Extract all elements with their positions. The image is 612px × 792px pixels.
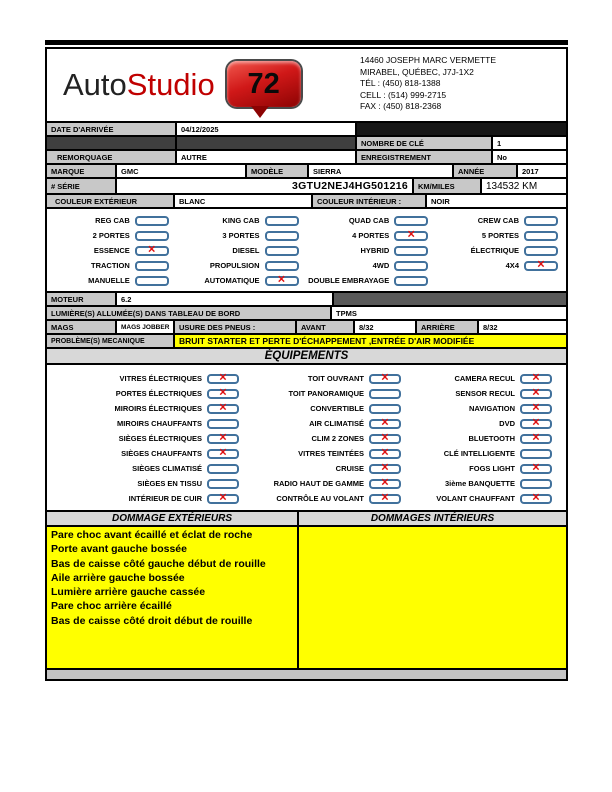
equipment-item-label: CRUISE [335, 464, 364, 473]
equipment-item-checkbox [369, 464, 401, 474]
mags-value: MAGS JOBBER [117, 321, 173, 333]
equipment-section [45, 363, 568, 512]
equipment-item-label: INTÉRIEUR DE CUIR [128, 494, 202, 503]
mags-label: MAGS [47, 321, 115, 333]
cab-option [307, 258, 437, 273]
header [45, 47, 568, 123]
cab-option [177, 258, 307, 273]
equipment-item [247, 476, 415, 491]
equipment-item [247, 446, 415, 461]
equipment-title: ÉQUIPEMENTS [47, 349, 566, 363]
equipment-item-checkbox [207, 389, 239, 399]
cab-option [307, 213, 437, 228]
cab-option [307, 273, 437, 288]
equipment-item [415, 491, 566, 506]
equipment-item-checkbox [520, 494, 552, 504]
equipment-item [247, 491, 415, 506]
year-value: 2017 [518, 165, 566, 177]
equipment-item-checkbox [207, 404, 239, 414]
equipment-item-label: FOGS LIGHT [469, 464, 515, 473]
cab-option-checkbox [394, 216, 428, 226]
cab-option-checkbox [524, 216, 558, 226]
equipment-item [415, 461, 566, 476]
equipment-item [47, 386, 247, 401]
equipment-item [415, 371, 566, 386]
equipment-item-checkbox [520, 389, 552, 399]
equipment-item-label: SENSOR RECUL [455, 389, 515, 398]
equipment-item [415, 431, 566, 446]
cab-option [177, 243, 307, 258]
equipment-item [415, 446, 566, 461]
equipment-item-checkbox [369, 494, 401, 504]
year-label: ANNÉE [454, 165, 516, 177]
equipment-item-checkbox [207, 464, 239, 474]
equipment-item [47, 431, 247, 446]
make-value: GMC [117, 165, 245, 177]
cab-option-checkbox [394, 276, 428, 286]
interior-color-label: COULEUR INTÉRIEUR : [313, 195, 425, 207]
cab-option [436, 243, 566, 258]
cab-option-label: HYBRID [360, 246, 390, 255]
equipment-item-label: TOIT PANORAMIQUE [288, 389, 364, 398]
dash-lights-row [45, 305, 568, 321]
address-line: 14460 JOSEPH MARC VERMETTE [360, 55, 497, 65]
cab-option [436, 273, 566, 288]
exterior-damage-line: Lumière arrière gauche cassée [51, 586, 206, 599]
equipment-item-checkbox [207, 479, 239, 489]
exterior-damage-list [47, 527, 297, 668]
equipment-item-label: NAVIGATION [469, 404, 515, 413]
km-value: 134532 KM [482, 179, 566, 193]
equipment-item [47, 371, 247, 386]
mechanical-problems-value: BRUIT STARTER ET PERTE D'ÉCHAPPEMENT ,ENTRÉE D'AIR MODIFIÉE [175, 335, 566, 347]
address-line: FAX : (450) 818-2368 [360, 101, 442, 112]
equipment-item-label: SIÈGES CHAUFFANTS [121, 449, 202, 458]
equipment-item-checkbox [369, 374, 401, 384]
equipment-item-label: PORTES ÉLECTRIQUES [115, 389, 202, 398]
cab-option [307, 243, 437, 258]
damage-header-row [45, 510, 568, 527]
equipment-item-label: MIROIRS ÉLECTRIQUES [114, 404, 202, 413]
equipment-item-label: SIÈGES ÉLECTRIQUES [118, 434, 202, 443]
cab-option-label: REG CAB [95, 216, 130, 225]
towing-label: REMORQUAGE [47, 151, 175, 163]
equipment-column-3 [415, 371, 566, 506]
color-row [45, 193, 568, 209]
dash-lights-value: TPMS [332, 307, 566, 319]
cab-option-label: 4 PORTES [352, 231, 390, 240]
equipment-item [47, 461, 247, 476]
cab-option-checkbox [265, 246, 299, 256]
bottom-gray-strip [45, 668, 568, 681]
cab-option-checkbox [524, 261, 558, 271]
cab-option-label: 3 PORTES [222, 231, 260, 240]
cab-option-checkbox [265, 216, 299, 226]
equipment-item-label: CLÉ INTELLIGENTE [443, 449, 515, 458]
interior-color-value: NOIR [427, 195, 566, 207]
towing-value: AUTRE [177, 151, 355, 163]
equipment-item [247, 416, 415, 431]
cab-option [47, 273, 177, 288]
equipment-item [415, 401, 566, 416]
equipment-item-checkbox [207, 419, 239, 429]
dash-lights-label: LUMIÈRE(S) ALLUMÉE(S) DANS TABLEAU DE BORD [47, 307, 330, 319]
equipment-item-label: CLIM 2 ZONES [311, 434, 364, 443]
cab-option [177, 273, 307, 288]
exterior-damage-title: DOMMAGE EXTÉRIEURS [47, 512, 297, 525]
filler-dark-cell [334, 293, 566, 305]
serial-km-row [45, 177, 568, 195]
model-label: MODÈLE [247, 165, 307, 177]
equipment-header-row [45, 347, 568, 365]
cab-options-section [45, 207, 568, 293]
equipment-item-label: SIÈGES EN TISSU [137, 479, 202, 488]
address-block [354, 49, 566, 121]
equipment-item-label: RADIO HAUT DE GAMME [273, 479, 364, 488]
equipment-item-checkbox [207, 449, 239, 459]
cab-option [177, 213, 307, 228]
cab-option-label: ESSENCE [93, 246, 130, 255]
equipment-item-checkbox [520, 419, 552, 429]
equipment-item-label: VITRES TEINTÉES [298, 449, 364, 458]
cab-option-label: QUAD CAB [348, 216, 390, 225]
damage-body [45, 525, 568, 670]
logo [47, 49, 354, 121]
tire-wear-label: USURE DES PNEUS : [175, 321, 295, 333]
cab-option-checkbox [265, 231, 299, 241]
cab-option-checkbox [394, 231, 428, 241]
arrival-info-table [45, 121, 568, 165]
equipment-item-label: TOIT OUVRANT [307, 374, 364, 383]
exterior-damage-line: Pare choc arrière écaillé [51, 600, 172, 613]
equipment-item-label: AIR CLIMATISÉ [309, 419, 364, 428]
equipment-item-label: MIROIRS CHAUFFANTS [117, 419, 202, 428]
rear-tire-label: ARRIÈRE [417, 321, 477, 333]
logo-wordmark [63, 67, 215, 103]
equipment-item-checkbox [520, 464, 552, 474]
cab-option-checkbox [135, 276, 169, 286]
cab-option-checkbox [135, 246, 169, 256]
filler-dark-cell [177, 137, 355, 149]
equipment-item [415, 416, 566, 431]
equipment-item [247, 401, 415, 416]
interior-damage-title: DOMMAGES INTÉRIEURS [299, 512, 566, 525]
registration-label: ENREGISTREMENT [357, 151, 491, 163]
cab-option-label: TRACTION [91, 261, 130, 270]
equipment-item-checkbox [369, 389, 401, 399]
cab-option-label: CREW CAB [477, 216, 519, 225]
engine-value: 6.2 [117, 293, 332, 305]
cab-option [307, 228, 437, 243]
equipment-item [247, 371, 415, 386]
equipment-column-1 [47, 371, 247, 506]
cab-option [47, 228, 177, 243]
equipment-item-checkbox [369, 479, 401, 489]
equipment-item [247, 431, 415, 446]
filler-black-cell [357, 123, 566, 135]
equipment-item [415, 476, 566, 491]
cab-option-checkbox [265, 261, 299, 271]
equipment-item-checkbox [520, 374, 552, 384]
exterior-damage-line: Aile arrière gauche bossée [51, 571, 185, 584]
cab-option-checkbox [524, 231, 558, 241]
equipment-item-label: 3ième BANQUETTE [444, 479, 515, 488]
top-black-bar [45, 40, 568, 45]
cab-option-label: DIESEL [232, 246, 260, 255]
mags-tires-row [45, 319, 568, 335]
logo-badge-72: 72 [227, 61, 301, 107]
equipment-item [47, 401, 247, 416]
make-model-year-row [45, 163, 568, 179]
equipment-item-checkbox [369, 404, 401, 414]
registration-value: No [493, 151, 566, 163]
equipment-item [415, 386, 566, 401]
exterior-color-label: COULEUR EXTÉRIEUR [47, 195, 173, 207]
cab-option-label: 4X4 [505, 261, 519, 270]
equipment-item [47, 416, 247, 431]
exterior-color-value: BLANC [175, 195, 311, 207]
address-line: TÉL : (450) 818-1388 [360, 78, 441, 89]
cab-option [436, 213, 566, 228]
cab-option-checkbox [265, 276, 299, 286]
equipment-item [47, 446, 247, 461]
equipment-item-label: VOLANT CHAUFFANT [436, 494, 515, 503]
cab-options-grid [47, 213, 566, 288]
equipment-item-checkbox [369, 449, 401, 459]
cab-option-label: 2 PORTES [92, 231, 130, 240]
date-arrival-label: DATE D'ARRIVÉE [47, 123, 175, 135]
exterior-damage-line: Bas de caisse côté droit début de rouille [51, 614, 253, 627]
equipment-item-checkbox [520, 479, 552, 489]
cab-option [47, 213, 177, 228]
equipment-item-label: VITRES ÉLECTRIQUES [119, 374, 202, 383]
equipment-item [47, 491, 247, 506]
engine-label: MOTEUR [47, 293, 115, 305]
date-arrival-value: 04/12/2025 [177, 123, 355, 135]
cab-option-label: 5 PORTES [481, 231, 519, 240]
equipment-item-checkbox [207, 494, 239, 504]
rear-tire-value: 8/32 [479, 321, 566, 333]
cab-option-checkbox [524, 246, 558, 256]
cab-option-label: PROPULSION [209, 261, 260, 270]
km-label: KM/MILES [414, 179, 480, 193]
equipment-item-label: CONVERTIBLE [310, 404, 364, 413]
equipment-column-2 [247, 371, 415, 506]
key-count-value: 1 [493, 137, 566, 149]
exterior-damage-line: Bas de caisse côté gauche début de rouille [51, 557, 266, 570]
equipment-item-checkbox [369, 434, 401, 444]
mechanical-problems-row [45, 333, 568, 349]
cab-option-checkbox [135, 231, 169, 241]
cab-option-checkbox [135, 261, 169, 271]
equipment-item-checkbox [369, 419, 401, 429]
front-tire-value: 8/32 [355, 321, 415, 333]
equipment-item-label: CONTRÔLE AU VOLANT [276, 494, 364, 503]
vehicle-inspection-form [45, 40, 568, 681]
equipment-item [47, 476, 247, 491]
cab-option [177, 228, 307, 243]
logo-studio-text: Studio [126, 67, 215, 102]
cab-option-checkbox [394, 261, 428, 271]
cab-option-label: AUTOMATIQUE [204, 276, 260, 285]
cab-option-label: DOUBLE EMBRAYAGE [308, 276, 390, 285]
equipment-item-checkbox [520, 434, 552, 444]
equipment-item [247, 386, 415, 401]
cab-option [47, 243, 177, 258]
mechanical-problems-label: PROBLÈME(S) MECANIQUE [47, 335, 173, 347]
equipment-item-checkbox [207, 374, 239, 384]
equipment-item-checkbox [207, 434, 239, 444]
filler-dark-cell [47, 137, 175, 149]
cab-option-label: MANUELLE [88, 276, 130, 285]
make-label: MARQUE [47, 165, 115, 177]
cab-option-label: 4WD [372, 261, 390, 270]
equipment-item-checkbox [520, 404, 552, 414]
logo-auto-text: Auto [63, 67, 127, 102]
serial-label: # SÉRIE [47, 179, 115, 193]
exterior-damage-line: Porte avant gauche bossée [51, 543, 187, 556]
cab-option-checkbox [135, 216, 169, 226]
cab-option-label: ÉLECTRIQUE [470, 246, 519, 255]
front-tire-label: AVANT [297, 321, 353, 333]
equipment-item-label: BLUETOOTH [468, 434, 515, 443]
cab-option-checkbox [394, 246, 428, 256]
cab-option [47, 258, 177, 273]
cab-option [436, 258, 566, 273]
equipment-item-label: DVD [499, 419, 515, 428]
address-line: MIRABEL, QUÉBEC, J7J-1X2 [360, 66, 474, 77]
equipment-item-checkbox [520, 449, 552, 459]
cab-option [436, 228, 566, 243]
equipment-item [247, 461, 415, 476]
cab-option-label: KING CAB [222, 216, 260, 225]
interior-damage-list [299, 527, 566, 668]
model-value: SIERRA [309, 165, 452, 177]
exterior-damage-line: Pare choc avant écaillé et éclat de roche [51, 529, 253, 541]
equipment-item-label: SIÈGES CLIMATISÉ [132, 464, 202, 473]
serial-value: 3GTU2NEJ4HG501216 [117, 179, 412, 193]
equipment-item-label: CAMERA RECUL [454, 374, 515, 383]
address-line: CELL : (514) 999-2715 [360, 89, 447, 100]
key-count-label: NOMBRE DE CLÉ [357, 137, 491, 149]
engine-row [45, 291, 568, 307]
